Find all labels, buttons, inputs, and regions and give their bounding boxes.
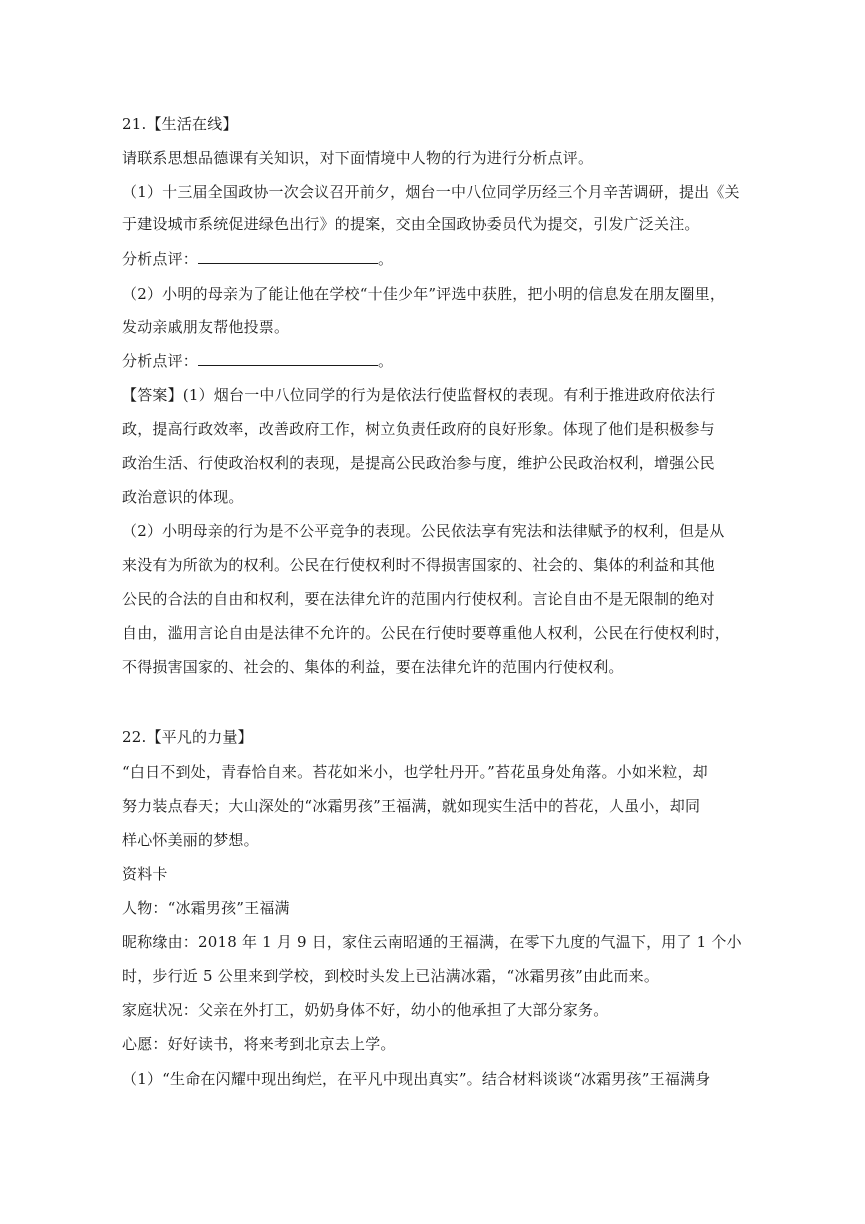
q21-item2-line2: 发动亲戚朋友帮他投票。 (122, 318, 290, 336)
q21-answer-line3: 政治生活、行使政治权利的表现，是提高公民政治参与度，维护公民政治权利，增强公民 (122, 454, 715, 472)
q22-para-line3: 样心怀美丽的梦想。 (122, 831, 259, 849)
q21-answer2-line5: 不得损害国家的、社会的、集体的利益，要在法律允许的范围内行使权利。 (122, 658, 624, 676)
q22-card-title: 资料卡 (122, 865, 168, 883)
q22-person: 人物：“冰霜男孩”王福满 (122, 899, 290, 917)
q21-comment-1 (122, 249, 393, 269)
q22-family: 家庭状况：父亲在外打工，奶奶身体不好，幼小的他承担了大部分家务。 (122, 1001, 609, 1019)
q22-nick-line1: 昵称缘由：2018 年 1 月 9 日，家住云南昭通的王福满，在零下九度的气温下，用了 1 个小 (122, 933, 742, 951)
comment-label: 分析点评： (122, 250, 199, 268)
q21-answer2-line2: 来没有为所欲为的权利。公民在行使权利时不得损害国家的、社会的、集体的利益和其他 (122, 556, 715, 574)
q21-comment-2 (122, 351, 393, 371)
answer-blank[interactable] (198, 249, 378, 264)
q21-answer2-line1: （2）小明母亲的行为是不公平竞争的表现。公民依法享有宪法和法律赋予的权利，但是从 (122, 522, 725, 540)
q22-nick-line2: 时，步行近 5 公里来到学校，到校时头发上已沾满冰霜，“冰霜男孩”由此而来。 (122, 967, 660, 985)
q21-item1-line2: 于建设城市系统促进绿色出行》的提案，交由全国政协委员代为提交，引发广泛关注。 (122, 215, 700, 233)
q21-item2-line1: （2）小明的母亲为了能让他在学校“十佳少年”评选中获胜，把小明的信息发在朋友圈里， (122, 285, 726, 303)
answer-blank[interactable] (198, 351, 378, 366)
q21-item1-line1: （1）十三届全国政协一次会议召开前夕，烟台一中八位同学历经三个月辛苦调研，提出《关 (122, 183, 740, 201)
q21-answer2-line3: 公民的合法的自由和权利，要在法律允许的范围内行使权利。言论自由不是无限制的绝对 (122, 590, 715, 608)
q22-title: 22.【平凡的力量】 (122, 728, 253, 746)
q22-para-line1: “白日不到处，青春恰自来。苔花如米小，也学牡丹开。”苔花虽身处角落。小如米粒，却 (122, 763, 708, 781)
q22-para-line2: 努力装点春天；大山深处的“冰霜男孩”王福满，就如现实生活中的苔花，人虽小，却同 (122, 797, 701, 815)
comment-end: 。 (378, 250, 394, 268)
q21-answer-line4: 政治意识的体现。 (122, 488, 244, 506)
q22-q1-line1: （1）“生命在闪耀中现出绚烂，在平凡中现出真实”。结合材料谈谈“冰霜男孩”王福满身 (122, 1070, 711, 1088)
comment-label: 分析点评： (122, 352, 199, 370)
q21-answer-line2: 政，提高行政效率，改善政府工作，树立负责任政府的良好形象。体现了他们是积极参与 (122, 420, 715, 438)
q21-instruction: 请联系思想品德课有关知识，对下面情境中人物的行为进行分析点评。 (122, 149, 594, 167)
q22-wish: 心愿：好好读书，将来考到北京去上学。 (122, 1035, 396, 1053)
q21-answer2-line4: 自由，滥用言论自由是法律不允许的。公民在行使时要尊重他人权利，公民在行使权利时， (122, 624, 731, 642)
comment-end: 。 (378, 352, 394, 370)
q21-title: 21.【生活在线】 (122, 115, 238, 133)
q21-answer-line1: 【答案】(1）烟台一中八位同学的行为是依法行使监督权的表现。有利于推进政府依法行 (122, 386, 716, 404)
